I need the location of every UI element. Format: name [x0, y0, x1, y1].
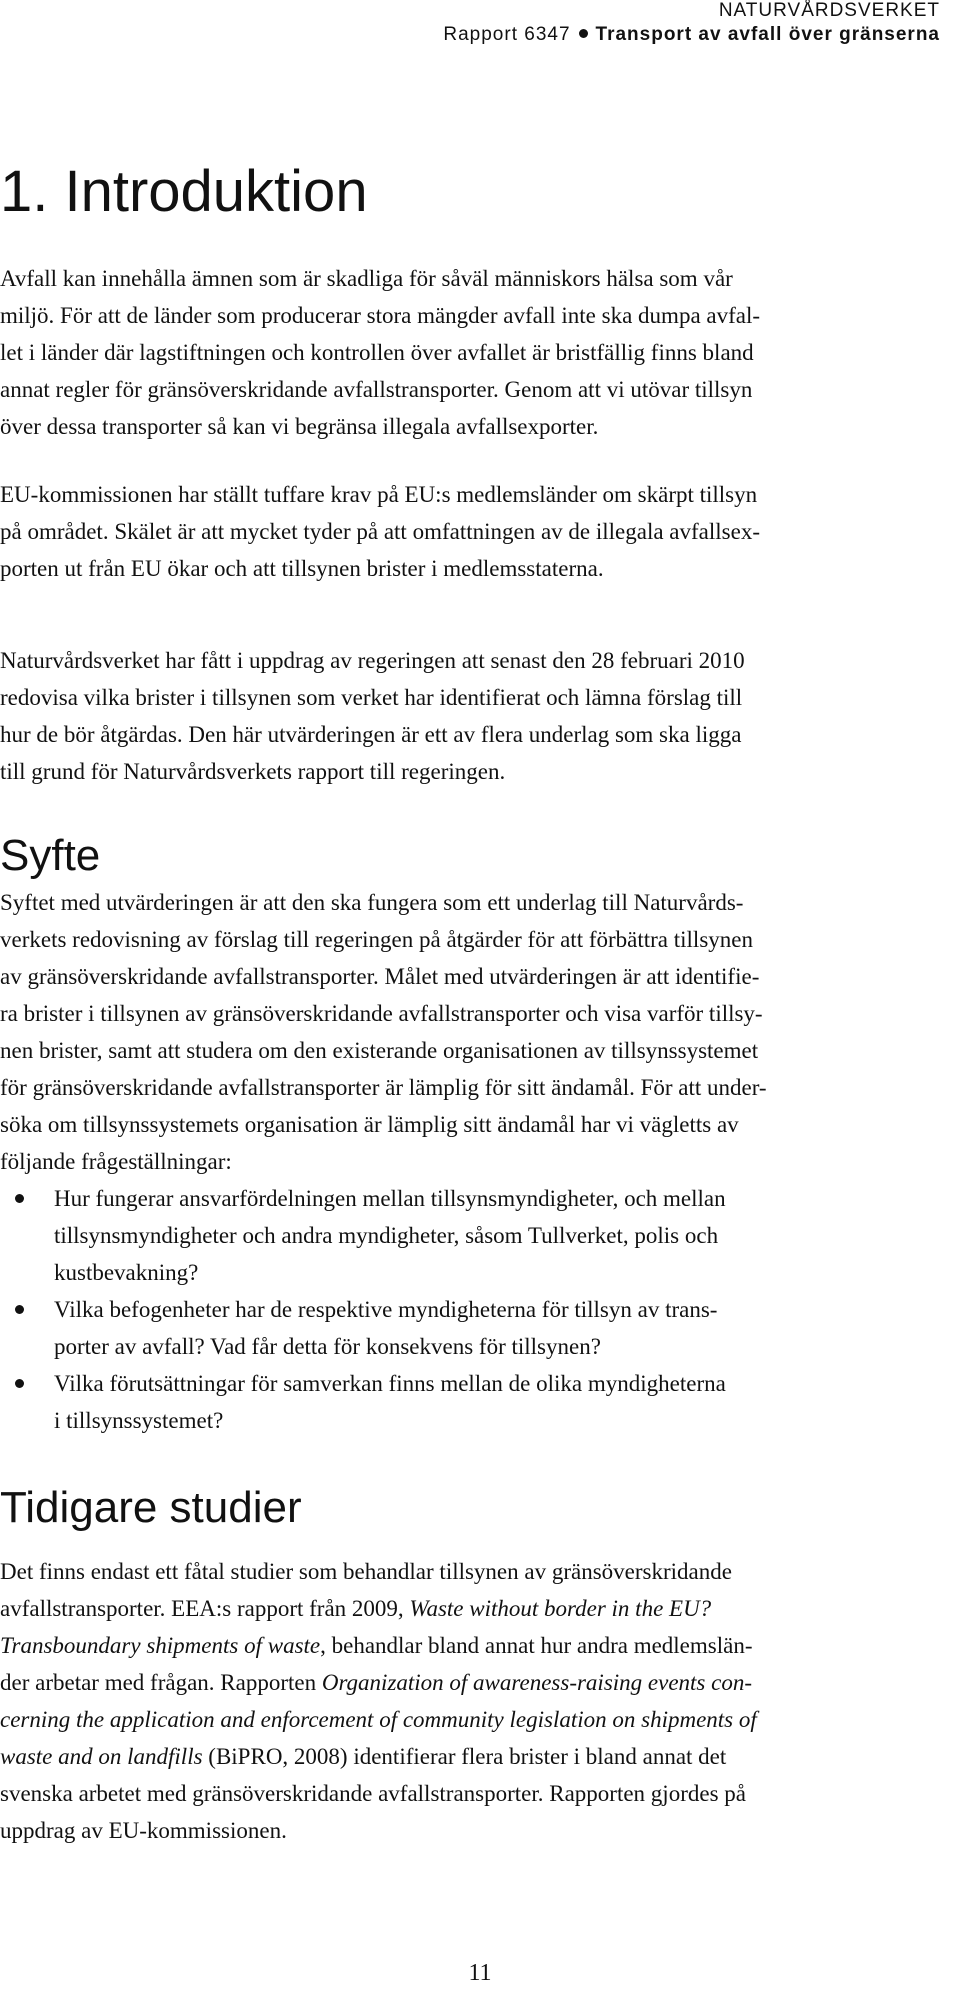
text-line: söka om tillsynssystemets organisation är lämplig sitt ändamål har vi vägletts av	[0, 1112, 739, 1137]
text-run: avfallstransporter. EEA:s rapport från 2009,	[0, 1596, 410, 1621]
text-line: porten ut från EU ökar och att tillsynen brister i medlemsstaterna.	[0, 556, 604, 581]
text-line: tillsynsmyndigheter och andra myndigheter, såsom Tullverket, polis och	[54, 1223, 719, 1248]
bullet-icon	[15, 1305, 24, 1314]
bullet-separator-icon	[579, 29, 588, 38]
text-line: följande frågeställningar:	[0, 1149, 232, 1174]
text-line: svenska arbetet med gränsöverskridande avfallstransporter. Rapporten gjordes på	[0, 1781, 746, 1806]
text-line: på området. Skälet är att mycket tyder på att omfattningen av de illegala avfallsex-	[0, 519, 760, 544]
text-line: miljö. För att de länder som producerar stora mängder avfall inte ska dumpa avfal-	[0, 303, 761, 328]
text-line: Vilka förutsättningar för samverkan finns mellan de olika myndigheterna	[54, 1371, 726, 1396]
list-item	[0, 1365, 960, 1439]
running-header-report	[443, 24, 940, 46]
text-run: , behandlar bland annat hur andra medlemslän-	[320, 1633, 753, 1658]
chapter-heading: 1. Introduktion	[0, 159, 368, 224]
report-title-italic: waste and on landfills	[0, 1744, 203, 1769]
text-line: let i länder där lagstiftningen och kontrollen över avfallet är bristfällig finns bland	[0, 340, 754, 365]
intro-paragraph-2	[0, 476, 960, 587]
text-line: Syftet med utvärderingen är att den ska fungera som ett underlag till Naturvårds-	[0, 890, 744, 915]
text-line: hur de bör åtgärdas. Den här utvärderingen är ett av flera underlag som ska ligga	[0, 722, 742, 747]
text-line	[0, 1701, 960, 1738]
list-item	[0, 1291, 960, 1365]
tidigare-paragraph	[0, 1553, 960, 1849]
text-line: Vilka befogenheter har de respektive myndigheterna för tillsyn av trans-	[54, 1297, 718, 1322]
question-list	[0, 1180, 960, 1439]
report-title-italic: Transboundary shipments of waste	[0, 1633, 321, 1658]
text-line: i tillsynssystemet?	[54, 1408, 224, 1433]
text-line: EU-kommissionen har ställt tuffare krav på EU:s medlemsländer om skärpt tillsyn	[0, 482, 758, 507]
text-line: Hur fungerar ansvarfördelningen mellan tillsynsmyndigheter, och mellan	[54, 1186, 726, 1211]
text-line: ra brister i tillsynen av gränsöverskridande avfallstransporter och visa varför tillsy-	[0, 1001, 763, 1026]
intro-paragraph-1	[0, 260, 960, 445]
text-line	[0, 1664, 960, 1701]
text-line: porter av avfall? Vad får detta för konsekvens för tillsynen?	[54, 1334, 601, 1359]
section-heading-tidigare-studier: Tidigare studier	[0, 1483, 302, 1532]
text-line	[0, 1627, 960, 1664]
text-line: för gränsöverskridande avfallstransporter är lämplig för sitt ändamål. För att under-	[0, 1075, 767, 1100]
text-line: Avfall kan innehålla ämnen som är skadliga för såväl människors hälsa som vår	[0, 266, 733, 291]
syfte-paragraph	[0, 884, 960, 1180]
report-title-italic: cerning the application and enforcement of community legislation on shipments of	[0, 1707, 757, 1732]
text-line: redovisa vilka brister i tillsynen som verket har identifierat och lämna förslag till	[0, 685, 743, 710]
text-line: kustbevakning?	[54, 1260, 199, 1285]
text-line: uppdrag av EU-kommissionen.	[0, 1818, 287, 1843]
text-line: annat regler för gränsöverskridande avfallstransporter. Genom att vi utövar tillsyn	[0, 377, 753, 402]
bullet-icon	[15, 1194, 24, 1203]
section-heading-syfte: Syfte	[0, 831, 101, 880]
report-title-italic: Waste without border in the EU?	[409, 1596, 712, 1621]
text-line: Det finns endast ett fåtal studier som behandlar tillsynen av gränsöverskridande	[0, 1559, 732, 1584]
report-number: Rapport 6347	[443, 24, 571, 45]
running-header-org: NATURVÅRDSVERKET	[718, 0, 940, 21]
text-line: till grund för Naturvårdsverkets rapport till regeringen.	[0, 759, 506, 784]
list-item	[0, 1180, 960, 1291]
text-line: över dessa transporter så kan vi begränsa illegala avfallsexporter.	[0, 414, 599, 439]
text-line: Naturvårdsverket har fått i uppdrag av regeringen att senast den 28 februari 2010	[0, 648, 745, 673]
report-title-italic: Organization of awareness-raising events con-	[321, 1670, 752, 1695]
text-line: nen brister, samt att studera om den existerande organisationen av tillsynssystemet	[0, 1038, 759, 1063]
text-line: verkets redovisning av förslag till regeringen på åtgärder för att förbättra tillsynen	[0, 927, 753, 952]
text-run: der arbetar med frågan. Rapporten	[0, 1670, 322, 1695]
text-line	[0, 1590, 960, 1627]
text-run: (BiPRO, 2008) identifierar flera brister i bland annat det	[202, 1744, 727, 1769]
bullet-icon	[15, 1379, 24, 1388]
text-line	[0, 1738, 960, 1775]
text-line: av gränsöverskridande avfallstransporter. Målet med utvärderingen är att identifie-	[0, 964, 760, 989]
intro-paragraph-3	[0, 642, 960, 790]
page-number: 11	[468, 1960, 492, 1986]
report-title: Transport av avfall över gränserna	[595, 24, 940, 45]
